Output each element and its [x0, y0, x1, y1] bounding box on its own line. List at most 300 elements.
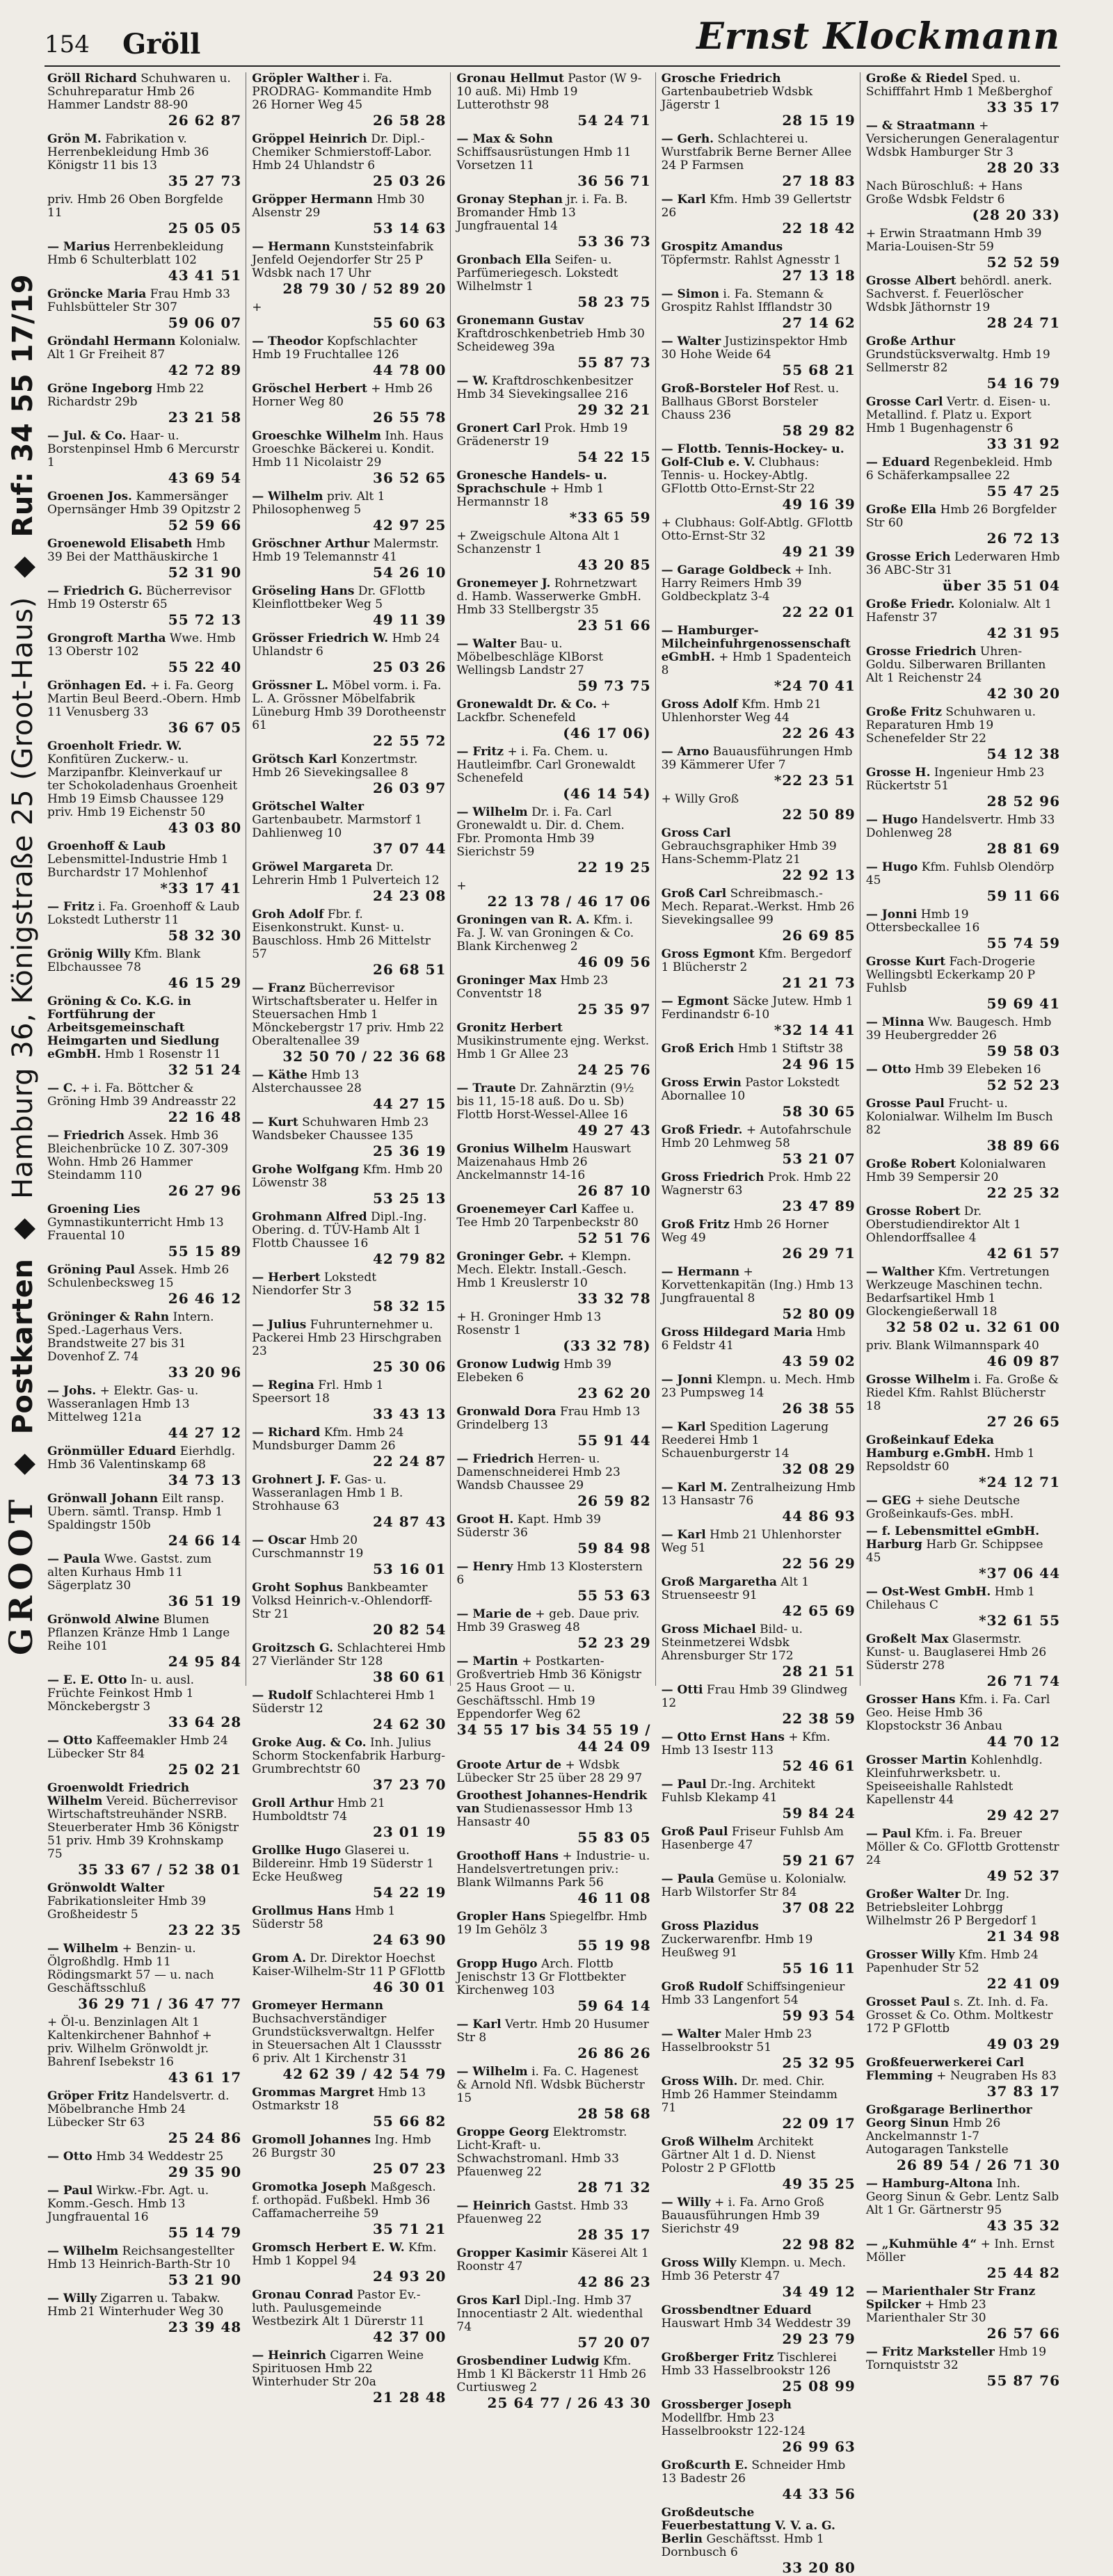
entry-phone: 49 11 39	[372, 611, 447, 628]
entry-phone: 59 73 75	[577, 677, 651, 694]
entry-description: Kraftdroschkenbetrieb Hmb 30 Scheideweg 39a	[456, 327, 645, 354]
entry-description: + i. Fa. Arno Groß Bauausführungen Hmb 39 Sierichstr 49	[661, 2196, 824, 2236]
entry-name: Grosse Erich	[865, 550, 951, 564]
entry-description: + Elektr. Gas- u. Wasseranlagen Hmb 13 Mittelweg 121a	[47, 1384, 199, 1424]
directory-entry	[47, 490, 241, 533]
entry-name: — Jul. & Co.	[47, 429, 126, 443]
directory-entry	[456, 1850, 650, 1906]
entry-description: Kfm. Hmb 20 Löwenstr 38	[252, 1163, 443, 1190]
entry-phone: 55 68 21	[782, 362, 856, 378]
entry-name: Groote Artur de	[456, 1758, 562, 1772]
entry-name: Gross Friedrich	[661, 1170, 764, 1184]
entry-description: Schreibmasch.-Mech. Reparat.-Werkst. Hmb 26 Sievekingsallee 99	[661, 887, 855, 927]
entry-description: Kfm. Blank Elbchaussee 78	[47, 947, 201, 974]
directory-entry	[252, 1999, 446, 2082]
entry-description: Käserei Alt 1 Roonstr 47	[456, 2246, 649, 2273]
entry-phone: 52 52 23	[986, 1077, 1061, 1093]
entry-description: Schuhwaren u. Schuhreparatur Hmb 26 Hammer Landstr 88-90	[47, 72, 231, 112]
entry-phone: *24 70 41	[774, 677, 856, 694]
entry-description: + Industrie- u. Handelsvertretungen priv.: Blank Wilmanns Park 56	[456, 1849, 650, 1890]
entry-name: — Egmont	[662, 995, 729, 1008]
entry-description: Hmb 39 Bei der Matthäuskirche 1	[47, 537, 225, 564]
directory-entry	[252, 72, 446, 129]
entry-description: Kopfschlachter Hmb 19 Fruchtallee 126	[252, 335, 417, 362]
entry-name: Gröninger & Rahn	[47, 1310, 170, 1324]
directory-entry	[252, 1164, 446, 1207]
entry-description: Geschäftsst. Hmb 1 Dornbusch 6	[661, 2532, 824, 2559]
entry-description: Dipl.-Ing. Obering. d. TÜV-Hamb Alt 1 Flottb Chaussee 16	[252, 1210, 427, 1250]
entry-description: Kfm. i. Fa. Breuer Möller & Co. GFlottb Grottenstr 24	[865, 1827, 1059, 1867]
entry-description: Hmb 39 Elebeken 16	[915, 1063, 1041, 1077]
entry-phone: 26 59 82	[577, 1492, 651, 1509]
entry-name: — Richard	[252, 1426, 320, 1440]
entry-description: Haar- u. Borstenpinsel Hmb 6 Mercurstr 1	[47, 429, 239, 469]
entry-name: — Fritz	[47, 900, 95, 914]
directory-entry	[866, 227, 1060, 271]
entry-phone: 49 35 25	[782, 2175, 856, 2192]
entry-description: Töpfermstr. Rahlst Agnesstr 1	[661, 253, 842, 267]
entry-name: Gröncke Maria	[47, 287, 147, 301]
entry-description: Studienassessor Hmb 13 Hansastr 40	[456, 1802, 633, 1829]
entry-phone: 22 19 25	[577, 859, 651, 876]
directory-entry	[47, 1674, 241, 1730]
directory-entry	[662, 383, 856, 439]
directory-entry	[47, 840, 241, 896]
entry-phone: 54 16 79	[986, 375, 1061, 392]
entry-name: Gronesche Handels- u. Sprachschule	[456, 469, 607, 496]
entry-phone: 59 58 03	[986, 1043, 1061, 1059]
directory-entry	[47, 1782, 241, 1878]
entry-description: Handelsvertr. d. Möbelbranche Hmb 24 Lübecker Str 63	[47, 2089, 230, 2130]
entry-phone: 23 62 20	[577, 1385, 651, 1401]
entry-phone: 36 67 05	[168, 719, 242, 736]
entry-description: + H. Groninger Hmb 13 Rosenstr 1	[456, 1310, 602, 1337]
entry-phone: 28 15 19	[782, 112, 856, 129]
entry-phone: 46 30 01	[372, 1979, 447, 1995]
entry-name: Grötsch Karl	[252, 752, 337, 766]
directory-entry	[866, 1754, 1060, 1824]
entry-description: Dr. Dipl.-Chemiker Schmierstoff-Labor. Hmb 24 Uhlandstr 6	[252, 132, 432, 172]
entry-phone: 58 32 15	[372, 1298, 447, 1314]
directory-entry	[866, 72, 1060, 115]
directory-entry	[456, 133, 650, 189]
entry-name: Großcurth E.	[661, 2458, 748, 2472]
entry-name: Groß Friedr.	[661, 1123, 743, 1137]
directory-entry	[47, 538, 241, 581]
entry-name: Gronitz Herbert	[456, 1021, 563, 1035]
entry-description: Wirkw.-Fbr. Agt. u. Komm.-Gesch. Hmb 13 Jungfrauental 16	[47, 2184, 209, 2224]
entry-phone: 55 91 44	[577, 1432, 651, 1449]
entry-description: Dr. Direktor Hoechst Kaiser-Wilhelm-Str 11 P GFlottb	[252, 1951, 446, 1979]
entry-name: Grön M.	[47, 132, 102, 146]
entry-name: Gross Wilh.	[661, 2075, 738, 2088]
directory-entry	[252, 1211, 446, 1267]
entry-phone: 28 24 71	[986, 314, 1061, 331]
entry-description: Dr. Ing. Betriebsleiter Lohbrgg Wilhelmstr 26 P Bergedorf 1	[865, 1887, 1038, 1928]
entry-description: + Clubhaus: Golf-Abtlg. GFlottb Otto-Ernst-Str 32	[661, 516, 853, 543]
directory-entry	[866, 1888, 1060, 1945]
entry-name: — Oscar	[252, 1533, 306, 1547]
directory-entry	[47, 1311, 241, 1380]
entry-description: Kfm. Vertretungen Werkzeuge Maschinen techn. Bedarfsartikel Hmb 1 Glockengießerwall 18	[865, 1265, 1050, 1319]
entry-name: — Paul	[662, 1778, 707, 1792]
directory-entry	[47, 2016, 241, 2086]
entry-phone: 33 31 92	[986, 435, 1061, 452]
entry-name: Gronert Carl	[456, 421, 541, 435]
entry-name: — GEG	[866, 1494, 911, 1508]
entry-description: Schneider Hmb 13 Badestr 26	[661, 2458, 846, 2486]
entry-description: + Korvettenkapitän (Ing.) Hmb 13 Jungfrauental 8	[661, 1265, 854, 1305]
entry-name: — Otto	[866, 1063, 911, 1077]
entry-phone: 52 31 90	[168, 564, 242, 581]
entry-name: Grohnert J. F.	[252, 1473, 342, 1487]
directory-entry	[252, 193, 446, 236]
entry-description: Sped. u. Schifffahrt Hmb 1 Meßberghof	[865, 72, 1052, 99]
entry-description: Architekt Gärtner Alt 1 d. D. Nienst Polostr 2 P GFlottb	[661, 2135, 816, 2175]
entry-phone: 24 25 76	[577, 1061, 651, 1078]
entry-phone: 22 22 01	[782, 604, 856, 620]
entry-phone: 26 86 26	[577, 2045, 651, 2061]
directory-entry	[866, 1996, 1060, 2052]
directory-entry	[866, 861, 1060, 904]
entry-phone: 26 29 71	[782, 1245, 856, 1262]
entry-description: Kolonialw. Alt 1 Gr Freiheit 87	[47, 335, 241, 362]
entry-description: priv. Hmb 26 Oben Borgfelde 11	[47, 193, 223, 220]
directory-entry	[662, 746, 856, 789]
entry-name: Große & Riedel	[865, 72, 968, 86]
entry-phone: 42 30 20	[986, 685, 1061, 702]
directory-entry	[47, 1129, 241, 1199]
directory-entry	[662, 2399, 856, 2455]
directory-entry	[456, 469, 650, 526]
entry-description: Prok. Hmb 22 Wagnerstr 63	[661, 1170, 851, 1198]
entry-description: + Hmb 23 Marienthaler Str 30	[865, 2298, 986, 2325]
entry-phone: 55 15 89	[168, 1243, 242, 1259]
entry-name: Gröschner Arthur	[252, 537, 370, 551]
directory-entry	[662, 2075, 856, 2132]
entry-phone: 52 59 66	[168, 517, 242, 533]
entry-name: Großfeuerwerkerei Carl Flemming	[865, 2056, 1024, 2083]
entry-name: Gross Egmont	[661, 947, 755, 961]
directory-entry	[662, 948, 856, 991]
directory-entry	[456, 880, 650, 910]
directory-entry	[662, 2257, 856, 2300]
entry-description: Harb Gr. Schippsee 45	[865, 1538, 1043, 1565]
entry-name: — Käthe	[252, 1068, 307, 1082]
entry-phone: 43 61 17	[168, 2069, 242, 2086]
entry-phone: 59 11 66	[986, 887, 1061, 904]
entry-name: Grössner L.	[252, 679, 329, 693]
entry-name: Großeinkauf Edeka Hamburg e.GmbH.	[865, 1433, 995, 1460]
entry-name: Groeschke Wilhelm	[252, 429, 381, 443]
entry-name: Grohe Wolfgang	[252, 1163, 360, 1177]
entry-phone: 44 27 15	[372, 1095, 447, 1112]
entry-name: Gröper Fritz	[47, 2089, 129, 2103]
entry-name: — Karl	[456, 2018, 501, 2031]
directory-entry	[456, 1655, 650, 1755]
entry-phone: 32 51 24	[168, 1061, 242, 1078]
entry-description: Ing. Hmb 26 Burgstr 30	[252, 2133, 431, 2160]
directory-entry	[662, 1920, 856, 1977]
entry-name: Gross Adolf	[661, 698, 738, 711]
entry-name: Gröne Ingeborg	[47, 382, 152, 396]
entry-description: Pastor Lokstedt Abornallee 10	[661, 1076, 840, 1103]
entry-phone: 36 29 71 / 36 47 77	[78, 1995, 242, 2012]
entry-description: Kolonialw. Alt 1 Hafenstr 37	[865, 597, 1052, 625]
entry-description: Ingenieur Hmb 23 Rückertstr 51	[865, 766, 1045, 793]
entry-description: Kapt. Hmb 39 Süderstr 36	[456, 1513, 601, 1540]
entry-phone: 42 72 89	[168, 362, 242, 378]
directory-entry	[252, 2181, 446, 2237]
entry-description: + Willy Groß	[661, 792, 739, 806]
directory-entry	[252, 241, 446, 297]
entry-description: Lebensmittel-Industrie Hmb 1 Burchardstr 17 Mohlenhof	[47, 853, 229, 880]
entry-phone: 38 89 66	[986, 1137, 1061, 1154]
entry-name: Gronemeyer J.	[456, 577, 551, 590]
directory-entry	[252, 1737, 446, 1793]
directory-entry	[456, 746, 650, 802]
entry-phone: 52 46 61	[782, 1757, 856, 1774]
entry-description: Bild- u. Steinmetzerei Wdsbk Ahrensburger Str 172	[661, 1623, 803, 1663]
entry-name: Gross Plazidus	[661, 1919, 759, 1933]
entry-name: — Franz	[252, 981, 305, 995]
entry-description: Tischlerei Hmb 33 Hasselbrookstr 126	[661, 2351, 837, 2378]
entry-name: — Minna	[866, 1015, 924, 1029]
entry-phone: 49 16 39	[782, 496, 856, 513]
entry-name: Grosse Carl	[865, 395, 943, 409]
entry-description: Vertr. d. Eisen- u. Metallind. f. Platz u. Export Hmb 1 Bugenhagenstr 6	[865, 395, 1051, 435]
entry-name: — Marie de	[456, 1607, 531, 1621]
directory-entry	[252, 383, 446, 426]
column-5	[865, 72, 1064, 2389]
directory-entry	[866, 908, 1060, 951]
entry-name: Großgarage Berlinerthor Georg Sinun	[865, 2103, 1032, 2130]
directory-entry	[662, 625, 856, 694]
entry-phone: über 35 51 04	[942, 577, 1061, 594]
entry-description: Hmb 34 Weddestr 25	[96, 2150, 224, 2164]
entry-phone: 27 13 18	[782, 267, 856, 284]
entry-description: Spiegelfbr. Hmb 19 Im Gehölz 3	[456, 1910, 648, 1937]
directory-entry	[456, 1608, 650, 1651]
entry-description: i. Fa. Große & Riedel Kfm. Rahlst Blücherstr 18	[865, 1373, 1059, 1413]
directory-entry	[662, 1873, 856, 1916]
entry-phone: 28 79 30 / 52 89 20	[282, 280, 447, 297]
entry-description: Hmb 19 Tornquiststr 32	[865, 2345, 1047, 2372]
directory-entry	[252, 1905, 446, 1948]
entry-phone: 44 86 93	[782, 1508, 856, 1524]
entry-description: Kammersänger Opernsänger Hmb 39 Opitzstr 2	[47, 490, 241, 517]
entry-description: Inh. Julius Schorm Stockenfabrik Harburg-Grumbrechtstr 60	[252, 1736, 445, 1776]
entry-name: Gronbach Ella	[456, 253, 551, 267]
entry-name: — Heinrich	[252, 2349, 326, 2362]
directory-entry	[662, 193, 856, 236]
entry-name: — Hermann	[662, 1265, 739, 1279]
directory-entry	[456, 974, 650, 1017]
directory-entry	[662, 1043, 856, 1072]
directory-entry	[47, 995, 241, 1078]
directory-entry	[456, 1203, 650, 1246]
entry-name: Groninger Gebr.	[456, 1250, 564, 1264]
entry-name: — Friedrich G.	[47, 584, 143, 598]
entry-name: Große Friedr.	[865, 597, 955, 611]
directory-entry	[252, 1319, 446, 1375]
entry-phone: 49 21 39	[782, 543, 856, 560]
entry-phone: 42 97 25	[372, 517, 447, 533]
directory-entry	[252, 133, 446, 189]
entry-phone: 27 18 83	[782, 172, 856, 189]
directory-entry	[47, 1734, 241, 1778]
entry-name: Grosse H.	[865, 766, 931, 780]
entry-phone: 26 71 74	[986, 1673, 1061, 1689]
entry-phone: 22 26 43	[782, 725, 856, 741]
entry-description: Hmb 21 Uhlenhorster Weg 51	[661, 1528, 842, 1555]
entry-phone: 53 14 63	[372, 220, 447, 236]
entry-phone: 24 23 08	[372, 887, 447, 904]
entry-name: Gröll Richard	[47, 72, 137, 86]
entry-description: + i. Fa. Böttcher & Gröning Hmb 39 Andreasstr 22	[47, 1081, 237, 1109]
entry-description: Kfm. i. Fa. Carl Geo. Heise Hmb 36 Klopstockstr 36 Anbau	[865, 1693, 1050, 1733]
entry-name: Groening Lies	[47, 1202, 141, 1216]
entry-description: Dr. Oberstudiendirektor Alt 1 Ohlendorffsallee 4	[865, 1205, 1021, 1245]
entry-description: + Versicherungen Generalagentur Wdsbk Hamburger Str 3	[865, 119, 1059, 159]
entry-name: Gromotka Joseph	[252, 2180, 367, 2194]
ad-brand: GROOT	[2, 1494, 40, 1655]
directory-entry	[866, 1828, 1060, 1884]
entry-description: Klempn. u. Mech. Hmb 36 Peterstr 47	[661, 2256, 846, 2283]
entry-name: Gross Willy	[661, 2256, 737, 2270]
directory-entry	[662, 443, 856, 513]
directory-entry	[662, 1421, 856, 1477]
entry-phone: 59 93 54	[782, 2007, 856, 2024]
entry-name: Gröpper Hermann	[252, 193, 374, 207]
entry-description: Justizinspektor Hmb 30 Hohe Weide 64	[661, 335, 848, 362]
entry-description: Kfm. Hmb 1 Koppel 94	[252, 2241, 437, 2268]
entry-description: Zuckerwarenfbr. Hmb 19 Heußweg 91	[661, 1933, 813, 1960]
entry-description: Maler Hmb 23 Hasselbrookstr 51	[661, 2027, 812, 2054]
directory-entry	[866, 645, 1060, 702]
entry-description: Kaffeemakler Hmb 24 Lübecker Str 84	[47, 1734, 228, 1761]
entry-description: Hauswart Hmb 34 Weddestr 39	[661, 2317, 851, 2331]
entry-description: +	[456, 879, 467, 893]
entry-name: Gronau Hellmut	[456, 72, 564, 86]
entry-phone: 43 69 54	[168, 469, 242, 486]
entry-phone: 36 52 65	[372, 469, 447, 486]
entry-phone: 28 52 96	[986, 793, 1061, 810]
directory-entry	[252, 2134, 446, 2177]
entry-name: — f. Lebensmittel eGmbH. Harburg	[866, 1524, 1039, 1552]
entry-phone: 21 34 98	[986, 1928, 1061, 1945]
entry-phone: 26 72 13	[986, 530, 1061, 547]
directory-entry	[47, 383, 241, 426]
entry-name: Große Fritz	[865, 705, 942, 719]
entry-phone: 42 61 57	[986, 1245, 1061, 1262]
entry-name: — Johs.	[47, 1384, 96, 1398]
entry-name: Groll Arthur	[252, 1796, 334, 1810]
directory-entry	[456, 422, 650, 465]
directory-entry	[252, 490, 446, 533]
entry-name: — Marius	[47, 240, 110, 254]
entry-description: Bücherrevisor Wirtschaftsberater u. Helfer in Steuersachen Hmb 1 Mönckebergstr 17 priv. Hmb 22 Oberaltenallee 39	[252, 981, 445, 1048]
entry-description: Dr. Zahnärztin (9½ bis 11, 15-18 auß. Do u. Sb) Flottb Horst-Wessel-Allee 16	[456, 1081, 634, 1122]
page-number: 154	[45, 31, 90, 58]
directory-entry	[47, 193, 241, 236]
entry-phone: 33 32 78	[577, 1290, 651, 1307]
directory-entry	[866, 1266, 1060, 1335]
entry-description: Frau Hmb 13 Grindelberg 13	[456, 1405, 641, 1432]
entry-description: Maßgesch. f. orthopäd. Fußbekl. Hmb 36 Caffamacherreihe 59	[252, 2180, 436, 2221]
entry-description: Konfitüren Zuckerw.- u. Marzipanfbr. Kleinverkauf ur ter Schokoladenhaus Groenheit Hmb 19 Eimsb Chaussee 129 priv. Hmb 19 Eichenstr 50	[47, 752, 238, 819]
entry-description: Assek. Hmb 26 Schulenbecksweg 15	[47, 1263, 230, 1290]
directory-entry	[47, 1613, 241, 1670]
directory-entry	[662, 335, 856, 378]
entry-name: — Fritz	[456, 745, 504, 759]
column-1	[47, 72, 246, 2335]
directory-entry	[662, 517, 856, 560]
entry-name: Gross Erwin	[661, 1076, 742, 1090]
entry-phone: 33 20 80	[782, 2559, 856, 2576]
entry-description: Hmb 30 Alsenstr 29	[252, 193, 425, 220]
entry-description: + Hmb 1 Spadenteich 8	[661, 650, 851, 677]
entry-description: Schlachterei Hmb 1 Süderstr 12	[252, 1689, 436, 1716]
entry-description: + Lackfbr. Schenefeld	[456, 698, 611, 725]
directory-entry	[662, 827, 856, 883]
entry-phone: 57 20 07	[577, 2334, 651, 2351]
entry-name: Grongroft Martha	[47, 631, 166, 645]
entry-phone: 55 19 98	[577, 1937, 651, 1954]
directory-entry	[662, 1374, 856, 1417]
entry-phone: 54 26 10	[372, 564, 447, 581]
entry-phone: 46 09 87	[986, 1353, 1061, 1369]
entry-name: — Simon	[662, 287, 719, 301]
entry-phone: 25 05 05	[168, 220, 242, 236]
directory-entry	[252, 1271, 446, 1314]
directory-entry	[866, 1205, 1060, 1262]
directory-entry	[252, 679, 446, 749]
directory-entry	[866, 2346, 1060, 2389]
directory-entry	[662, 1576, 856, 1619]
entry-description: Musikinstrumente ejng. Werkst. Hmb 1 Gr Allee 23	[456, 1034, 650, 1061]
entry-phone: 36 56 71	[577, 172, 651, 189]
directory-entry	[662, 564, 856, 620]
directory-entry	[866, 2238, 1060, 2281]
entry-phone: (33 32 78)	[563, 1337, 651, 1354]
directory-entry	[662, 793, 856, 823]
directory-entry	[47, 679, 241, 736]
directory-entry	[662, 698, 856, 741]
entry-description: + Wdsbk Lübecker Str 25 über 28 29 97	[456, 1758, 643, 1785]
entry-description: Kunststeinfabrik Jenfeld Oejendorfer Str 25 P Wdsbk nach 17 Uhr	[252, 240, 434, 280]
entry-name: Gröning & Co. K.G. in Fortführung der Arbeitsgemeinschaft Heimgarten und Siedlung eGmbH.	[47, 995, 220, 1061]
entry-name: Groenewold Elisabeth	[47, 537, 193, 551]
directory-entry	[456, 254, 650, 310]
directory-entry	[866, 1097, 1060, 1154]
entry-phone: 28 71 32	[577, 2179, 651, 2196]
entry-description: Alt 1 Struenseestr 91	[661, 1575, 810, 1602]
entry-description: Hmb 24 Uhlandstr 6	[252, 631, 440, 659]
entry-description: Herrenbekleidung Hmb 6 Schulterblatt 102	[47, 240, 224, 267]
entry-description: Prok. Hmb 19 Grädenerstr 19	[456, 421, 628, 449]
directory-entry	[252, 2349, 446, 2406]
entry-phone: 29 23 79	[782, 2331, 856, 2347]
entry-phone: 36 51 19	[168, 1593, 242, 1609]
directory-entry	[252, 1474, 446, 1530]
entry-description: Frl. Hmb 1 Speersort 18	[252, 1378, 384, 1406]
directory-entry	[252, 632, 446, 675]
entry-phone: 54 22 15	[577, 449, 651, 465]
entry-name: Groenen Jos.	[47, 490, 132, 504]
directory-entry	[662, 2028, 856, 2071]
entry-description: Hmb 13 Ostmarkstr 18	[252, 2086, 426, 2113]
